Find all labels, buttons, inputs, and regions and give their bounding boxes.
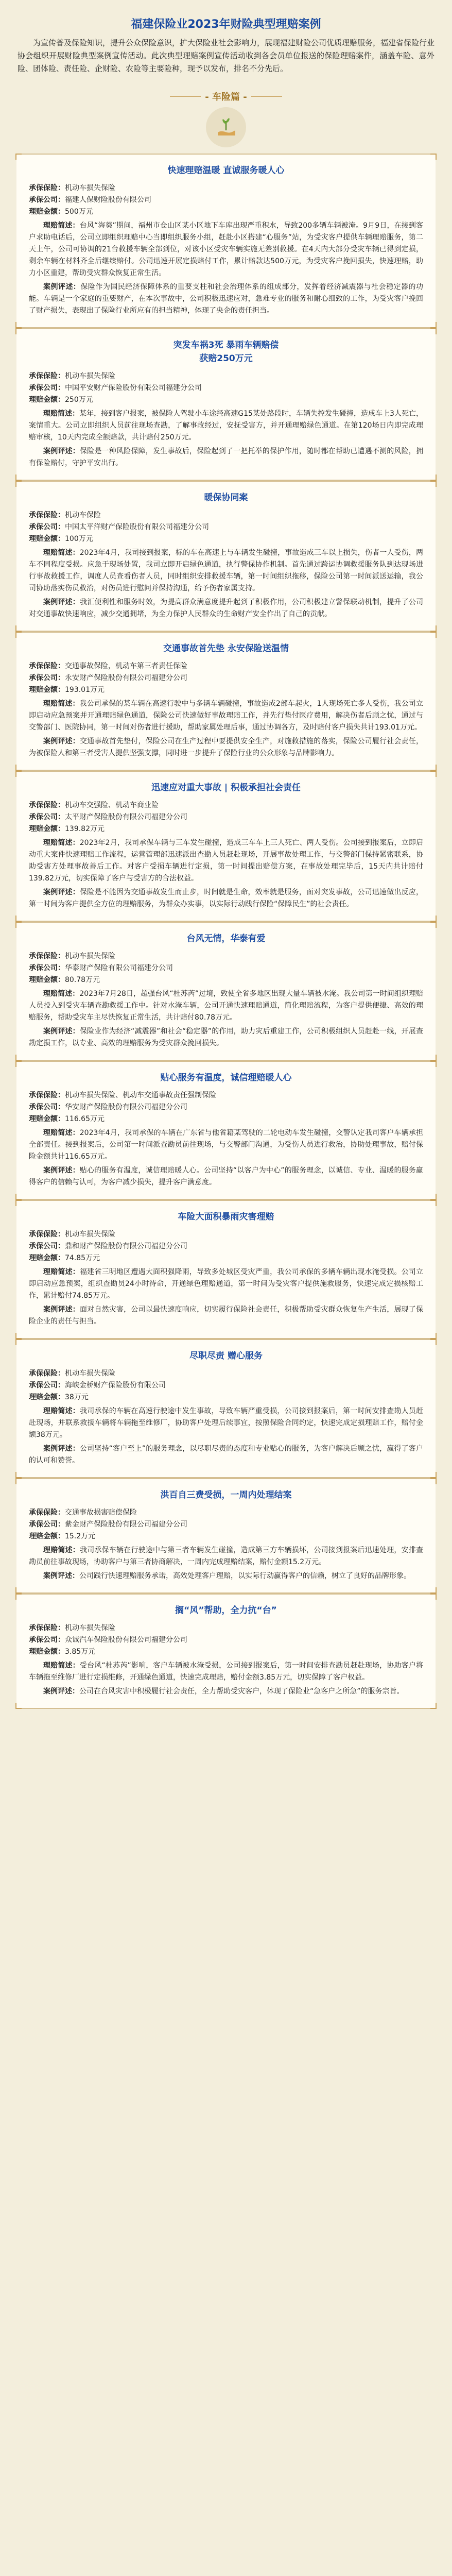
case-meaning bbox=[29, 1570, 423, 1582]
case-amount: 500万元 bbox=[65, 208, 93, 216]
case-amount: 193.01万元 bbox=[65, 686, 105, 694]
corner-decoration bbox=[15, 765, 22, 771]
corner-decoration bbox=[430, 625, 437, 632]
case-title-text: 快速理赔温暖 直诚服务暖人心 bbox=[167, 165, 285, 176]
label-summary: 理赔简述： bbox=[43, 549, 80, 557]
case-summary-text: 2023年4月，我司承保的车辆在广东省与他省籍某驾驶的二轮电动车发生碰撞，交警认定我司客户车辆承担全部责任。接到报案后，公司第一时间派查勘员前往现场，与交警部门沟通，为受伤人员进行救治，协助处理事故，赔付保险金额共计116.65万元。 bbox=[29, 1129, 423, 1161]
case-meaning bbox=[29, 1165, 423, 1189]
case-company: 永安财产保险股份有限公司福建分公司 bbox=[65, 674, 187, 682]
case-amount-row bbox=[29, 533, 423, 545]
case-insured-row bbox=[29, 510, 423, 521]
corner-decoration bbox=[430, 922, 437, 928]
corner-decoration bbox=[15, 1061, 22, 1067]
case-meaning-text: 公司在台风灾害中积极履行社会责任，全力帮助受灾客户，体现了保险业“急客户之所急”的服务宗旨。 bbox=[79, 1687, 404, 1696]
case-company-row bbox=[29, 1101, 423, 1113]
corner-decoration bbox=[15, 1200, 22, 1206]
case-title bbox=[29, 1210, 423, 1224]
case-title-text: 车险大面积暴雨灾害理赔 bbox=[178, 1212, 274, 1222]
case-title bbox=[29, 781, 423, 794]
label-meaning: 案例评述： bbox=[43, 888, 80, 896]
case-company: 华泰财产保险有限公司福建分公司 bbox=[65, 964, 173, 972]
corner-decoration bbox=[15, 154, 22, 160]
case-insured: 机动车损失保险 bbox=[65, 184, 115, 192]
label-meaning: 案例评述： bbox=[43, 1306, 80, 1314]
corner-decoration bbox=[15, 328, 22, 334]
case-insured-row bbox=[29, 660, 423, 672]
label-amount: 理赔金额： bbox=[29, 1648, 65, 1656]
case-amount: 74.85万元 bbox=[65, 1254, 100, 1262]
case-card bbox=[16, 1200, 436, 1339]
case-summary bbox=[29, 1545, 423, 1568]
corner-decoration bbox=[15, 625, 22, 632]
case-insured-row bbox=[29, 1368, 423, 1380]
case-amount-row bbox=[29, 206, 423, 218]
section-divider bbox=[0, 90, 452, 103]
case-title bbox=[29, 1488, 423, 1502]
label-meaning: 案例评述： bbox=[43, 1027, 80, 1036]
case-amount: 80.78万元 bbox=[65, 976, 100, 984]
case-title-text: 迅速应对重大事故 | 积极承担社会责任 bbox=[151, 783, 301, 793]
case-company-row bbox=[29, 962, 423, 974]
case-title bbox=[29, 338, 423, 365]
label-summary: 理赔简述： bbox=[43, 1129, 80, 1137]
corner-decoration bbox=[430, 481, 437, 487]
case-company-row bbox=[29, 811, 423, 823]
label-summary: 理赔简述： bbox=[43, 1268, 80, 1276]
case-card bbox=[16, 771, 436, 922]
label-insured: 承保保险： bbox=[29, 511, 65, 519]
label-company: 承保公司： bbox=[29, 1520, 65, 1529]
case-title bbox=[29, 1604, 423, 1617]
case-insured: 交通事故保险，机动车第三者责任保险 bbox=[65, 662, 187, 670]
label-meaning: 案例评述： bbox=[43, 1572, 79, 1580]
label-summary: 理赔简述： bbox=[43, 410, 80, 418]
case-card bbox=[16, 1061, 436, 1200]
case-amount-row bbox=[29, 1252, 423, 1264]
case-title bbox=[29, 932, 423, 945]
corner-decoration bbox=[430, 771, 437, 777]
divider-line-right bbox=[251, 96, 282, 97]
corner-decoration bbox=[430, 1703, 437, 1709]
hand-sprout-svg bbox=[214, 115, 238, 140]
label-company: 承保公司： bbox=[29, 384, 65, 392]
case-company: 鼎和财产保险股份有限公司福建分公司 bbox=[65, 1242, 187, 1250]
label-summary: 理赔简述： bbox=[43, 1407, 80, 1415]
case-summary-text: 2023年7月28日，超强台风“杜苏芮”过境，致使全省多地区出现大量车辆被水淹。我公司第一时间组织理赔人员投入到受灾车辆查勘救援工作中。针对水淹车辆，公司开通快速理赔通道，简化理赔流程，为客户提供便捷、高效的理赔服务，帮助受灾车主尽快恢复正常生活，共计赔付80.78万元。 bbox=[29, 990, 423, 1022]
corner-decoration bbox=[430, 1194, 437, 1200]
case-insured: 机动车损失保险、机动车交通事故责任强制保险 bbox=[65, 1091, 216, 1099]
case-title bbox=[29, 1071, 423, 1084]
label-amount: 理赔金额： bbox=[29, 976, 65, 984]
case-company: 中国平安财产保险股份有限公司福建分公司 bbox=[65, 384, 202, 392]
corner-decoration bbox=[430, 1472, 437, 1478]
case-title bbox=[29, 491, 423, 504]
corner-decoration bbox=[15, 1333, 22, 1339]
case-summary bbox=[29, 988, 423, 1024]
label-company: 承保公司： bbox=[29, 196, 65, 204]
case-title bbox=[29, 642, 423, 655]
case-meaning-text: 保险业作为经济“减震器”和社会“稳定器”的作用，助力灾后重建工作，公司积极组织人员赶赴一线，开展查勘定损工作，以专业、高效的理赔服务为受灾群众挽回损失。 bbox=[29, 1027, 424, 1047]
section-title: - 车险篇 - bbox=[205, 92, 247, 103]
case-summary-text: 台风“海葵”期间，福州市仓山区某小区地下车库出现严重积水，导致200多辆车辆被淹。9月9日，在接到客户求助电话后，公司立即组织理赔中心当即组织服务小组，赶赴小区搭建“心服务”站，为受灾客户提供车辆理赔服务，第二天上午，公司可协调的21台救援车辆全部到位，对该小区受灾车辆实施无差别救援。在4天内大部分受灾车辆已得到定损，剩余车辆在材料齐全后继续赔付。公司迅速开展定损赔付工作，累计赔款达500万元，为受灾客户挽回损失，快速理赔，助力小区重建，帮助受灾群众恢复正常生活。 bbox=[29, 222, 423, 277]
corner-decoration bbox=[15, 922, 22, 928]
case-title-text: 洪百自三费受损，一周内处理结案 bbox=[160, 1490, 292, 1500]
corner-decoration bbox=[430, 916, 437, 922]
case-amount: 15.2万元 bbox=[65, 1532, 96, 1540]
case-title bbox=[29, 1349, 423, 1363]
corner-decoration bbox=[15, 916, 22, 922]
case-amount-row bbox=[29, 1646, 423, 1658]
case-summary-text: 我公司承保的某车辆在高速行驶中与多辆车辆碰撞，事故造成2部车起火，1人现场死亡多人受伤，我公司立即启动应急预案并开通理赔绿色通道，保险公司快速做好事故理赔工作，并先行垫付医疗费用，解决伤者后顾之忧，通过与交警部门、医院协同，第一时间对伤者进行援助，帮助家属处理后事，通过协调各方，及时赔付客户损失共计193.01万元。 bbox=[29, 700, 424, 732]
case-meaning bbox=[29, 1026, 423, 1049]
corner-decoration bbox=[15, 1703, 22, 1709]
case-card bbox=[16, 481, 436, 632]
label-amount: 理赔金额： bbox=[29, 1532, 65, 1540]
label-insured: 承保保险： bbox=[29, 952, 65, 960]
case-summary bbox=[29, 547, 423, 595]
label-meaning: 案例评述： bbox=[43, 737, 80, 745]
case-company-row bbox=[29, 521, 423, 533]
case-summary-text: 某年，接到客户报案，被保险人驾驶小车途经高速G15某处路段时，车辆失控发生碰撞，造成车上3人死亡，案情重大。公司立即组织人员前往现场查勘，了解事故经过，安抚受害方，并开通理赔绿色通道。在第120场日内即完成理赔审核，10天内完成全额赔款，共计赔付250万元。 bbox=[29, 410, 423, 442]
case-company: 华安财产保险股份有限公司福建分公司 bbox=[65, 1103, 187, 1111]
case-card bbox=[16, 1594, 436, 1709]
case-amount: 38万元 bbox=[65, 1393, 89, 1401]
label-company: 承保公司： bbox=[29, 674, 65, 682]
case-summary-text: 我司承保的车辆在高速行驶途中发生事故，导致车辆严重受损，公司接到报案后，第一时间安排查勘人员赶赴现场，并联系救援车辆将车辆拖至维修厂，协助客户处理后续事宜，按照保险合同约定，快速完成定损理赔工作，赔付金额38万元。 bbox=[29, 1407, 424, 1439]
case-company-row bbox=[29, 672, 423, 684]
case-meaning bbox=[29, 597, 423, 620]
corner-decoration bbox=[15, 1587, 22, 1594]
corner-decoration bbox=[15, 1055, 22, 1061]
label-meaning: 案例评述： bbox=[43, 1687, 79, 1696]
intro-paragraph: 为宣传普及保险知识，提升公众保险意识，扩大保险业社会影响力，展现福建财险公司优质理赔服务，福建省保险行业协会组织开展财险典型案例宣传活动。此次典型理赔案例宣传活动收到各会员单位报送的保险理赔案件，涵盖车险、意外险、团体险、责任险、企财险、农险等主要险种，现予以发布，排名不分先后。 bbox=[18, 38, 435, 73]
case-card bbox=[16, 1478, 436, 1594]
label-company: 承保公司： bbox=[29, 1103, 65, 1111]
label-amount: 理赔金额： bbox=[29, 396, 65, 404]
label-insured: 承保保险： bbox=[29, 1369, 65, 1378]
case-amount-row bbox=[29, 684, 423, 696]
case-amount-row bbox=[29, 394, 423, 406]
case-card bbox=[16, 632, 436, 771]
case-title-text: 暖保协同案 bbox=[204, 493, 248, 503]
label-amount: 理赔金额： bbox=[29, 686, 65, 694]
case-card bbox=[16, 1339, 436, 1478]
label-meaning: 案例评述： bbox=[43, 1445, 80, 1453]
case-meaning bbox=[29, 1686, 423, 1698]
case-summary bbox=[29, 837, 423, 885]
corner-decoration bbox=[430, 765, 437, 771]
case-insured-row bbox=[29, 182, 423, 194]
case-insured-row bbox=[29, 1622, 423, 1634]
case-company-row bbox=[29, 194, 423, 206]
case-amount: 100万元 bbox=[65, 535, 93, 543]
corner-decoration bbox=[15, 1339, 22, 1345]
label-insured: 承保保险： bbox=[29, 184, 65, 192]
case-meaning-text: 保险是不能因为交通事故发生而止步，时间就是生命，效率就是服务，面对突发事故，公司迅速做出反应，第一时间为客户提供全方位的理赔服务，为群众办实事，以实际行动践行保险“保障民生”的社会责任。 bbox=[29, 888, 424, 908]
case-insured: 交通事故损害赔偿保险 bbox=[65, 1509, 137, 1517]
case-amount: 139.82万元 bbox=[65, 825, 105, 833]
label-company: 承保公司： bbox=[29, 1242, 65, 1250]
divider-line-left bbox=[170, 96, 201, 97]
case-summary bbox=[29, 1405, 423, 1441]
case-insured: 机动车损失保险 bbox=[65, 952, 115, 960]
case-card bbox=[16, 328, 436, 481]
case-company: 海峡金桥财产保险股份有限公司 bbox=[65, 1381, 166, 1389]
label-summary: 理赔简述： bbox=[43, 839, 80, 847]
case-summary bbox=[29, 698, 423, 734]
label-insured: 承保保险： bbox=[29, 801, 65, 809]
case-summary-text: 我司承保车辆在行驶途中与第三者车辆发生碰撞，造成第三方车辆损坏，公司接到报案后迅速处理，安排查勘员前往事故现场，协助客户与第三者协商解决，一周内完成理赔结案，赔付金额15.2万元。 bbox=[29, 1546, 424, 1566]
corner-decoration bbox=[15, 1472, 22, 1478]
case-insured: 机动车保险 bbox=[65, 511, 101, 519]
case-insured-row bbox=[29, 1507, 423, 1519]
corner-decoration bbox=[430, 154, 437, 160]
corner-decoration bbox=[15, 771, 22, 777]
corner-decoration bbox=[15, 322, 22, 328]
corner-decoration bbox=[15, 1478, 22, 1484]
case-amount: 3.85万元 bbox=[65, 1648, 96, 1656]
case-insured-row bbox=[29, 951, 423, 962]
label-company: 承保公司： bbox=[29, 964, 65, 972]
corner-decoration bbox=[430, 1478, 437, 1484]
case-amount-row bbox=[29, 823, 423, 835]
corner-decoration bbox=[430, 1339, 437, 1345]
case-insured: 机动车损失保险 bbox=[65, 1624, 115, 1632]
hand-sprout-icon bbox=[206, 107, 246, 147]
label-insured: 承保保险： bbox=[29, 1509, 65, 1517]
case-summary bbox=[29, 220, 423, 279]
case-insured-row bbox=[29, 800, 423, 811]
case-subtitle: 获赔250万元 bbox=[199, 353, 253, 364]
case-company-row bbox=[29, 1519, 423, 1531]
case-meaning-text: 保险作为国民经济保障体系的重要支柱和社会治理体系的组成部分，发挥着经济减震器与社会稳定器的功能。车辆是一个家庭的重要财产，在本次事故中，公司积极迅速应对，急难专业的服务和耐心细致的工作，为受灾客户挽回了财产损失，表现出了保险行业所应有的担当精神，体现了央企的责任担当。 bbox=[29, 283, 424, 315]
label-insured: 承保保险： bbox=[29, 372, 65, 380]
corner-decoration bbox=[15, 481, 22, 487]
label-company: 承保公司： bbox=[29, 1636, 65, 1644]
case-card bbox=[16, 154, 436, 328]
case-title-text: 交通事故首先垫 永安保险送温情 bbox=[163, 643, 289, 654]
case-amount: 250万元 bbox=[65, 396, 93, 404]
case-amount-row bbox=[29, 1392, 423, 1403]
case-company: 众诚汽车保险股份有限公司福建分公司 bbox=[65, 1636, 187, 1644]
case-summary bbox=[29, 1266, 423, 1302]
case-amount-row bbox=[29, 974, 423, 986]
case-meaning bbox=[29, 1443, 423, 1467]
case-card bbox=[16, 922, 436, 1061]
case-title-text: 尽职尽责 赠心服务 bbox=[189, 1351, 263, 1361]
corner-decoration bbox=[430, 1055, 437, 1061]
case-insured: 机动车交强险、机动车商业险 bbox=[65, 801, 159, 809]
case-company-row bbox=[29, 382, 423, 394]
label-company: 承保公司： bbox=[29, 523, 65, 531]
corner-decoration bbox=[430, 328, 437, 334]
case-meaning-text: 公司坚持“客户至上”的服务理念，以尽职尽责的态度和专业贴心的服务，为客户解决后顾之忧，赢得了客户的认可和赞誉。 bbox=[29, 1445, 423, 1465]
case-amount: 116.65万元 bbox=[65, 1115, 105, 1123]
corner-decoration bbox=[15, 1594, 22, 1600]
label-amount: 理赔金额： bbox=[29, 1115, 65, 1123]
case-meaning-text: 公司践行快速理赔服务承诺，高效处理客户理赔，以实际行动赢得客户的信赖，树立了良好的品牌形象。 bbox=[79, 1572, 411, 1580]
label-summary: 理赔简述： bbox=[43, 1546, 80, 1554]
case-meaning bbox=[29, 281, 423, 317]
corner-decoration bbox=[430, 1061, 437, 1067]
case-title-text: 台风无情，华泰有爱 bbox=[186, 934, 266, 944]
label-amount: 理赔金额： bbox=[29, 1254, 65, 1262]
case-summary-text: 2023年4月，我司接到报案，标的车在高速上与车辆发生碰撞，事故造成三车以上损失，伤者一人受伤，两车不同程度受损。应急于现场处置，我司立即开启绿色通道，执行警保协作机制。首先通过跨运协调救援服务队到达现场进行事故救援工作，调度人员查看伤者人员，同时组织安排救援车辆，第一时间组织拖移，保险公司第一时间派送运输，我公司协助落实伤员救治，对伤员进行慰问并保持沟通，给予伤者家属支持。 bbox=[29, 549, 423, 592]
label-meaning: 案例评述： bbox=[43, 283, 81, 291]
case-insured-row bbox=[29, 370, 423, 382]
label-insured: 承保保险： bbox=[29, 1091, 65, 1099]
case-company-row bbox=[29, 1380, 423, 1392]
case-meaning bbox=[29, 1304, 423, 1328]
case-company: 紫金财产保险股份有限公司福建分公司 bbox=[65, 1520, 187, 1529]
corner-decoration bbox=[15, 1194, 22, 1200]
case-company: 太平财产保险股份有限公司福建分公司 bbox=[65, 813, 187, 821]
case-meaning-text: 贴心的服务有温度，诚信理赔暖人心。公司坚持“以客户为中心”的服务理念，以诚信、专业、温暖的服务赢得客户的信赖与认可，为客户减少损失，提升客户满意度。 bbox=[29, 1166, 423, 1187]
label-summary: 理赔简述： bbox=[43, 990, 80, 998]
case-insured: 机动车损失保险 bbox=[65, 1230, 115, 1239]
label-company: 承保公司： bbox=[29, 1381, 65, 1389]
corner-decoration bbox=[430, 632, 437, 638]
corner-decoration bbox=[430, 474, 437, 481]
case-insured: 机动车损失保险 bbox=[65, 1369, 115, 1378]
case-title bbox=[29, 164, 423, 177]
case-title-text: 突发车祸3死 暴雨车辆赔偿 bbox=[173, 340, 279, 350]
case-company-row bbox=[29, 1634, 423, 1646]
case-list bbox=[0, 154, 452, 1709]
case-insured-row bbox=[29, 1090, 423, 1101]
label-insured: 承保保险： bbox=[29, 1230, 65, 1239]
label-meaning: 案例评述： bbox=[43, 1166, 80, 1175]
label-insured: 承保保险： bbox=[29, 1624, 65, 1632]
corner-decoration bbox=[15, 632, 22, 638]
page-title: 福建保险业2023年财险典型理赔案例 bbox=[131, 18, 321, 31]
corner-decoration bbox=[430, 1594, 437, 1600]
case-meaning bbox=[29, 446, 423, 469]
label-company: 承保公司： bbox=[29, 813, 65, 821]
case-company-row bbox=[29, 1241, 423, 1252]
case-company: 中国太平洋财产保险股份有限公司福建分公司 bbox=[65, 523, 209, 531]
corner-decoration bbox=[15, 474, 22, 481]
case-meaning-text: 保险是一种风险保障，发生事故后，保险起到了一把托举的保护作用，随时都在帮助已遭遇不测的风险，拥有保险赔付，守护平安出行。 bbox=[29, 447, 424, 467]
label-amount: 理赔金额： bbox=[29, 535, 65, 543]
case-meaning bbox=[29, 736, 423, 759]
case-title-text: 贴心服务有温度，诚信理赔暖人心 bbox=[160, 1073, 292, 1083]
case-title-text: 搁“风”帮助，全力抗“台” bbox=[175, 1605, 277, 1616]
corner-decoration bbox=[430, 322, 437, 328]
corner-decoration bbox=[430, 1333, 437, 1339]
case-meaning-text: 交通事故首先垫付，保险公司在生产过程中要提供安全生产，对施救措施的落实，保险公司履行社会责任，为被保险人和第三者受害人提供坚强支撑，同时进一步提升了保险行业的公众形象与品牌影响力。 bbox=[29, 737, 424, 757]
case-summary bbox=[29, 408, 423, 444]
case-insured-row bbox=[29, 1229, 423, 1241]
case-summary bbox=[29, 1127, 423, 1163]
corner-decoration bbox=[430, 1587, 437, 1594]
case-summary-text: 福建省三明地区遭遇大面积强降雨，导致多处城区受灾严重，我公司承保的多辆车辆出现水淹受损。公司立即启动应急预案，组织查勘员24小时待命，开通绿色理赔通道，第一时间为受灾客户提供施救服务，快速完成定损核赔工作，累计赔付74.85万元。 bbox=[29, 1268, 424, 1300]
label-insured: 承保保险： bbox=[29, 662, 65, 670]
corner-decoration bbox=[430, 1200, 437, 1206]
case-amount-row bbox=[29, 1113, 423, 1125]
case-insured: 机动车损失保险 bbox=[65, 372, 115, 380]
case-company: 福建人保财险股份有限公司 bbox=[65, 196, 151, 204]
label-summary: 理赔简述： bbox=[43, 222, 80, 230]
label-amount: 理赔金额： bbox=[29, 208, 65, 216]
case-meaning bbox=[29, 887, 423, 910]
case-summary bbox=[29, 1660, 423, 1684]
label-summary: 理赔简述： bbox=[43, 1662, 80, 1670]
label-meaning: 案例评述： bbox=[43, 447, 80, 455]
case-meaning-text: 面对自然灾害，公司以最快速度响应，切实履行保险社会责任，积极帮助受灾群众恢复生产生活，展现了保险企业的责任与担当。 bbox=[29, 1306, 424, 1326]
label-meaning: 案例评述： bbox=[43, 598, 80, 606]
label-amount: 理赔金额： bbox=[29, 825, 65, 833]
label-amount: 理赔金额： bbox=[29, 1393, 65, 1401]
case-summary-text: 2023年2月，我司承保车辆与三车发生碰撞，造成三车车上三人死亡、两人受伤。公司接到报案后，立即启动重大案件快速理赔工作流程，运营管理部迅速派出查勘人员赶赴现场，开展事故处理工作，与交警部门保持紧密联系，协助受害方处理事故善后工作。对客户受损车辆进行定损，第一时间提出赔偿方案，在事故处理完毕后，15天内共计赔付139.82万元，切实保障了客户与受害方的合法权益。 bbox=[29, 839, 423, 883]
case-summary-text: 受台风“杜苏芮”影响，客户车辆被水淹受损，公司接到报案后，第一时间安排查勘员赶赴现场，协助客户将车辆拖至维修厂进行定损维修，开通绿色通道，快速完成理赔，赔付金额3.85万元，切实保障了客户权益。 bbox=[29, 1662, 423, 1682]
case-amount-row bbox=[29, 1531, 423, 1543]
case-meaning-text: 我汇便利性和服务时效，为提高群众满意度提升起到了积极作用，公司积极建立警保联动机制，提升了公司对交通事故快速响应，减少交通拥堵，为全力保护人民群众的生命财产安全作出了自己的贡献。 bbox=[29, 598, 424, 618]
label-summary: 理赔简述： bbox=[43, 700, 80, 708]
